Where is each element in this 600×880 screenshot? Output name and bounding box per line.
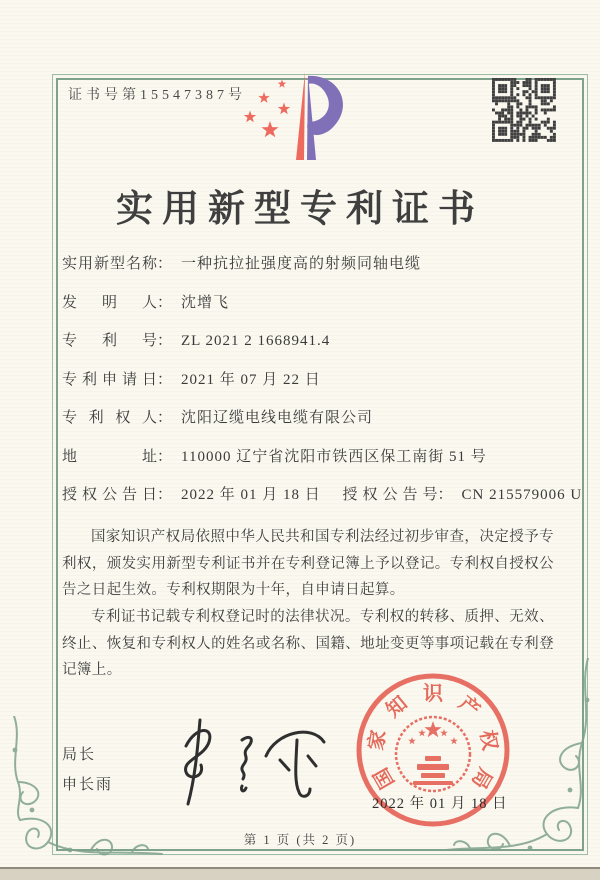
svg-text:产: 产 bbox=[454, 692, 484, 722]
director-signature bbox=[148, 712, 333, 812]
certificate-fields bbox=[62, 252, 583, 522]
scanned-page-edge bbox=[0, 867, 600, 880]
field-value: 沈增飞 bbox=[181, 294, 230, 311]
field-colon: ： bbox=[157, 487, 173, 503]
logo-p-bowl bbox=[307, 76, 343, 135]
field-colon: ： bbox=[157, 410, 173, 426]
field-colon: ： bbox=[157, 333, 173, 349]
field-value: 110000 辽宁省沈阳市铁西区保工南街 51 号 bbox=[181, 448, 487, 465]
field-value: 沈阳辽缆电线电缆有限公司 bbox=[181, 410, 374, 426]
field-value: 2022 年 01 月 18 日 bbox=[181, 487, 321, 503]
field-label: 专利申请日 bbox=[62, 371, 157, 388]
field-label: 实用新型名称 bbox=[62, 256, 157, 272]
seal-date: 2022 年 01 月 18 日 bbox=[372, 796, 508, 812]
field-colon: ： bbox=[157, 448, 173, 465]
page-number: 第 1 页 (共 2 页) bbox=[243, 833, 357, 847]
legal-paragraph-2: 专利证书记载专利权登记时的法律状况。专利权的转移、质押、无效、终止、恢复和专利权人的姓名或名称、国籍、地址变更等事项记载在专利登记簿上。 bbox=[62, 609, 554, 679]
director-name: 申长雨 bbox=[62, 777, 114, 793]
svg-text:权: 权 bbox=[475, 728, 501, 753]
signature-stroke bbox=[308, 756, 316, 766]
svg-text:家: 家 bbox=[365, 728, 391, 753]
field-colon: ： bbox=[437, 487, 453, 503]
seal-emblem-gate bbox=[413, 756, 453, 785]
logo-spike-red bbox=[296, 72, 305, 160]
field-colon: ： bbox=[157, 294, 173, 311]
legal-text bbox=[62, 524, 554, 684]
field-colon: ： bbox=[157, 371, 173, 388]
field-label: 授权公告日 bbox=[62, 487, 157, 503]
director-title: 局长 bbox=[62, 747, 97, 763]
signature-stroke bbox=[296, 740, 310, 796]
field-value: ZL 2021 2 1668941.4 bbox=[181, 333, 331, 349]
field-grant-number bbox=[343, 487, 583, 503]
field-application-date bbox=[62, 368, 562, 407]
field-utility-model-name bbox=[62, 252, 562, 291]
field-value: 2021 年 07 月 22 日 bbox=[181, 371, 321, 388]
field-address bbox=[62, 445, 562, 484]
field-patent-number bbox=[62, 329, 562, 368]
certificate-number: 证书号第15547387号 bbox=[68, 88, 246, 103]
field-inventor bbox=[62, 291, 562, 330]
svg-text:知: 知 bbox=[382, 692, 412, 722]
svg-text:国: 国 bbox=[369, 763, 400, 793]
field-grant-date bbox=[62, 487, 325, 503]
field-value: 一种抗拉扯强度高的射频同轴电缆 bbox=[181, 256, 422, 272]
legal-paragraph-1: 国家知识产权局依照中华人民共和国专利法经过初步审查，决定授予专利权，颁发实用新型专利证书并在专利登记簿上予以登记。专利权自授权公告之日起生效。专利权期限为十年，自申请日起算。 bbox=[62, 529, 554, 599]
signature-stroke bbox=[280, 760, 289, 770]
cnipa-logo-icon bbox=[238, 64, 360, 172]
field-grant-announcement bbox=[62, 483, 583, 522]
field-label: 授权公告号 bbox=[342, 487, 438, 503]
field-label: 发明人 bbox=[62, 294, 157, 311]
field-value: CN 215579006 U bbox=[461, 487, 583, 503]
director-block bbox=[62, 740, 113, 800]
svg-text:局: 局 bbox=[466, 763, 497, 793]
field-label: 专利号 bbox=[62, 333, 157, 349]
seal-emblem-stars bbox=[408, 721, 458, 744]
field-label: 地址 bbox=[62, 448, 157, 465]
signature-stroke bbox=[242, 737, 251, 779]
field-patentee bbox=[62, 406, 562, 445]
field-label: 专利权人 bbox=[62, 410, 157, 426]
certificate-title: 实用新型专利证书 bbox=[116, 189, 484, 230]
logo-stars bbox=[244, 80, 290, 138]
signature-stroke bbox=[241, 786, 246, 791]
logo-spike-purple bbox=[307, 74, 316, 160]
field-colon: ： bbox=[157, 256, 173, 272]
svg-text:识: 识 bbox=[423, 683, 443, 705]
qr-code bbox=[492, 78, 556, 142]
